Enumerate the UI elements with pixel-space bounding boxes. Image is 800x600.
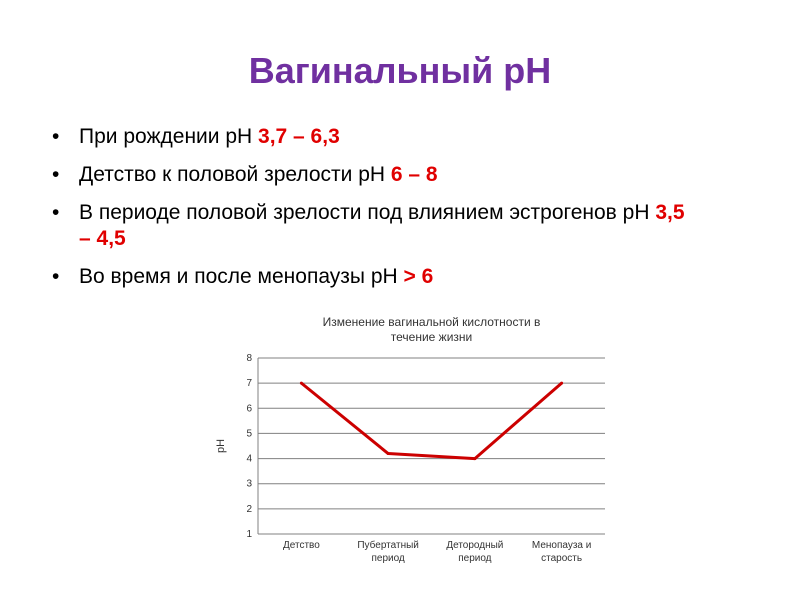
x-tick-label: Менопауза и bbox=[531, 540, 592, 551]
bullet-dot: • bbox=[52, 201, 60, 224]
series-line bbox=[301, 383, 561, 458]
bullet-text: Детство к половой зрелости рН bbox=[79, 163, 391, 186]
y-axis-label: pH bbox=[215, 438, 227, 454]
y-tick-label: 3 bbox=[246, 478, 252, 490]
data-point bbox=[300, 382, 303, 385]
bullet-item bbox=[52, 264, 692, 290]
data-point bbox=[387, 452, 390, 455]
x-tick-label: Пубертатный bbox=[357, 540, 419, 551]
bullet-item bbox=[52, 200, 692, 252]
bullet-dot: • bbox=[52, 125, 60, 148]
data-point bbox=[560, 382, 563, 385]
y-tick-label: 7 bbox=[246, 378, 252, 390]
x-tick-label: Детородный bbox=[446, 540, 504, 551]
bullet-dot: • bbox=[52, 265, 60, 288]
y-tick-label: 2 bbox=[246, 503, 252, 515]
page-title: Вагинальный рН bbox=[248, 50, 552, 91]
bullet-text: При рождении рН bbox=[79, 125, 259, 148]
bullet-text: В периоде половой зрелости под влиянием эстрогенов рН bbox=[79, 201, 656, 224]
bullet-highlight: 3,5 – 4,5 bbox=[79, 201, 685, 250]
bullet-highlight: > 6 bbox=[403, 265, 434, 288]
ph-chart bbox=[210, 310, 610, 590]
bullet-list bbox=[52, 124, 692, 302]
bullet-item bbox=[52, 124, 692, 150]
chart-svg bbox=[210, 310, 610, 590]
y-tick-label: 4 bbox=[246, 453, 252, 465]
y-tick-label: 6 bbox=[246, 403, 252, 415]
x-tick-label: старость bbox=[541, 553, 583, 564]
bullet-text: Во время и после менопаузы рН bbox=[79, 265, 404, 288]
y-tick-label: 1 bbox=[246, 529, 252, 540]
bullet-item bbox=[52, 162, 692, 188]
bullet-highlight: 3,7 – 6,3 bbox=[258, 125, 340, 148]
y-tick-label: 5 bbox=[246, 428, 252, 440]
chart-title: Изменение вагинальной кислотности в bbox=[322, 315, 541, 329]
x-tick-label: период bbox=[458, 553, 492, 564]
y-tick-label: 8 bbox=[246, 353, 252, 364]
bullet-dot: • bbox=[52, 163, 60, 186]
x-tick-label: Детство bbox=[282, 540, 320, 551]
chart-title: течение жизни bbox=[390, 330, 473, 344]
x-tick-label: период bbox=[371, 553, 405, 564]
bullet-highlight: 6 – 8 bbox=[390, 163, 438, 186]
data-point bbox=[473, 457, 476, 460]
